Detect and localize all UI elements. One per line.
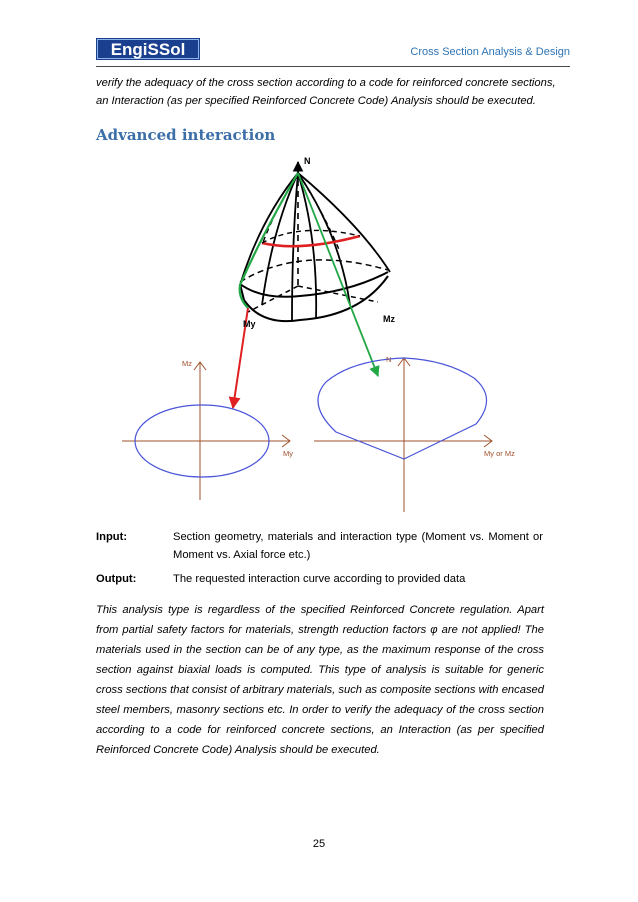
header-divider <box>96 66 570 67</box>
right-interaction-curve <box>318 358 487 459</box>
my-axis-line <box>248 286 298 312</box>
label-n-top: N <box>304 156 311 166</box>
interaction-surface-3d <box>240 162 390 321</box>
base-ring-front <box>240 272 388 297</box>
page-number: 25 <box>312 838 326 850</box>
engissol-logo <box>96 38 200 60</box>
label-mz: Mz <box>383 314 395 324</box>
section-heading: Advanced interaction <box>96 126 276 144</box>
input-text: Section geometry, materials and interaction type (Moment vs. Moment or Moment vs. Axial force etc.) <box>173 531 543 561</box>
logo-text: EngiSSol <box>110 40 186 59</box>
header-title: Cross Section Analysis & Design <box>410 46 570 58</box>
left-x-label: My <box>283 449 293 458</box>
output-label: Output: <box>96 573 137 585</box>
page-header <box>96 38 570 64</box>
meridian <box>298 173 390 272</box>
interaction-diagram <box>0 150 638 520</box>
body-paragraph: This analysis type is regardless of the specified Reinforced Concrete regulation. Apart from partial safety factors for materials, strength reduction factors φ are not applied! The materials used in the section can be of any type, as the maximum response of the cross section against biaxial loads is computed. This type of analysis is suitable for generic cross sections that consist of arbitrary materials, such as composite sections with encased steel members, masonry sections etc. In order to verify the adequacy of the cross section according to a code for reinforced concrete sections, an Interaction (as per specified Reinforced Concrete Code) Analysis should be executed. <box>96 604 544 756</box>
output-text: The requested interaction curve according to provided data <box>173 573 466 585</box>
green-arrow-right <box>298 173 378 376</box>
left-interaction-plot <box>122 359 293 500</box>
right-interaction-plot <box>314 355 515 512</box>
left-y-label: Mz <box>182 359 192 368</box>
label-my: My <box>243 319 256 329</box>
intro-paragraph: verify the adequacy of the cross section according to a code for reinforced concrete sections, an Interaction (as per specified Reinforced Concrete Code) Analysis should be executed. <box>96 77 556 107</box>
right-x-label: My or Mz <box>484 449 515 458</box>
right-y-label: N <box>386 355 392 364</box>
input-label: Input: <box>96 531 128 543</box>
